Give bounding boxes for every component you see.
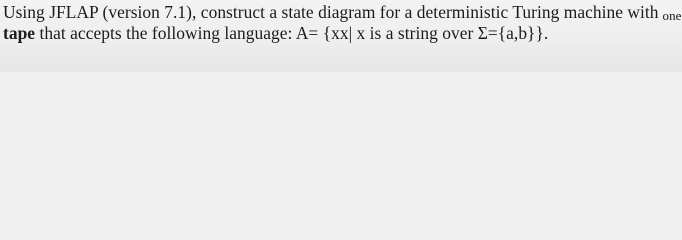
question-text-block (0, 0, 682, 72)
question-line-1-text: Using JFLAP (version 7.1), construct a state diagram for a deterministic Turing machine with (3, 2, 659, 22)
question-line-2-text: that accepts the following language: A= {xx| x is a string over Σ={a,b}}. (35, 23, 549, 43)
tape-keyword: tape (3, 23, 36, 43)
question-line-2 (3, 23, 548, 43)
question-line-1 (3, 2, 681, 24)
question-line-1-end: one (662, 8, 682, 23)
